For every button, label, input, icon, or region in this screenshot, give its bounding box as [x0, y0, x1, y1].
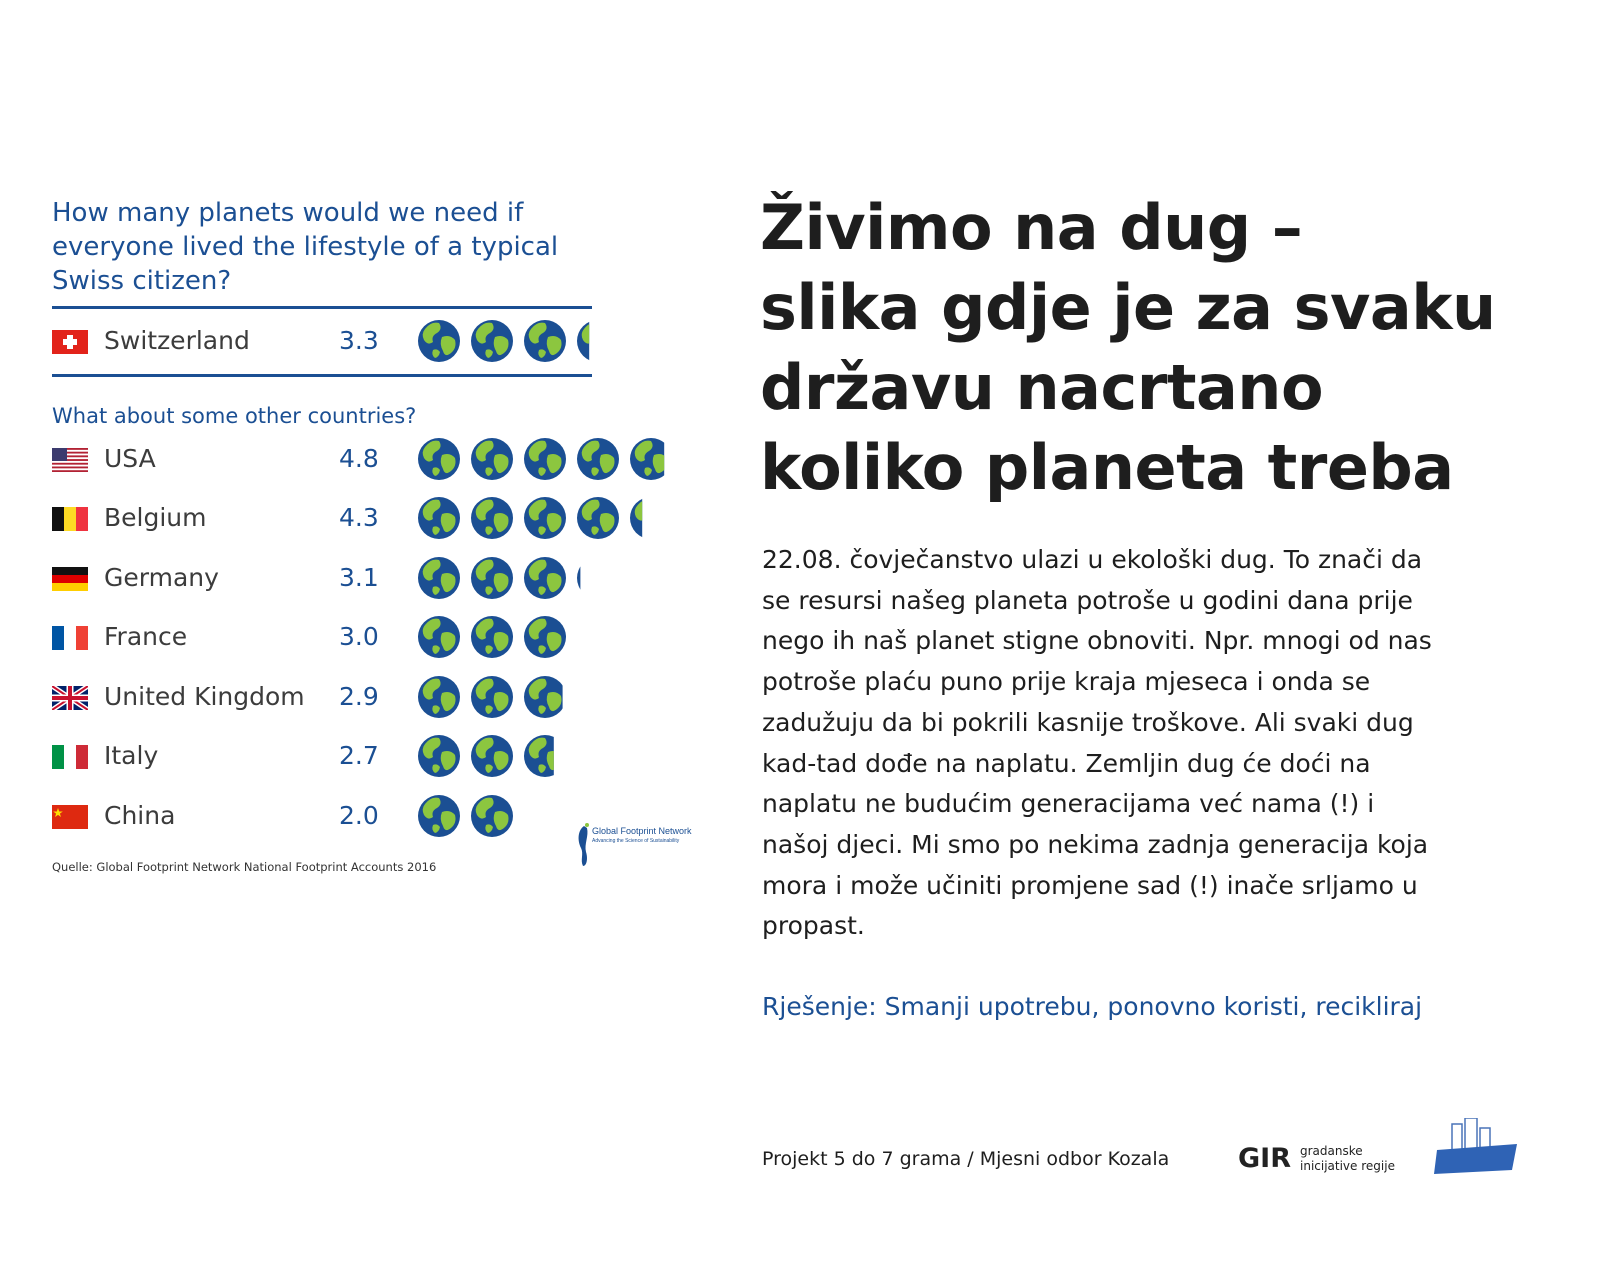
planet-icon — [471, 320, 513, 362]
country-label: Switzerland — [104, 326, 250, 355]
infographic-panel — [0, 0, 700, 1273]
planet-icon — [418, 320, 460, 362]
smart-kvart-logo-graphic — [1432, 1118, 1522, 1188]
headline-line: državu nacrtano — [760, 351, 1324, 424]
belgium-flag-icon — [52, 507, 88, 531]
value-label: 3.3 — [339, 326, 379, 355]
planet-icon — [471, 616, 513, 658]
source-note: Quelle: Global Footprint Network National Footprint Accounts 2016 — [52, 860, 437, 874]
country-label: Italy — [104, 741, 159, 770]
planet-icon — [418, 676, 460, 718]
planet-icon — [577, 557, 619, 599]
uk-flag-icon — [52, 686, 88, 710]
planet-icon — [524, 676, 566, 718]
planet-icon — [418, 438, 460, 480]
country-row — [52, 555, 692, 605]
body-line: mora i može učiniti promjene sad (!) inače srljamo u — [762, 870, 1418, 900]
planet-icon — [577, 320, 619, 362]
usa-flag-icon — [52, 448, 88, 472]
planet-icon — [418, 735, 460, 777]
planet-icon — [577, 438, 619, 480]
divider-top — [52, 306, 592, 309]
global-footprint-network-logo — [575, 822, 705, 872]
headline-line: koliko planeta treba — [760, 431, 1454, 504]
planet-icon — [471, 438, 513, 480]
planet-bar — [417, 614, 717, 660]
planet-icon — [418, 497, 460, 539]
china-flag-icon — [52, 805, 88, 829]
value-label: 2.0 — [339, 801, 379, 830]
body-line: se resursi našeg planeta potroše u godini dana prije — [762, 585, 1413, 615]
value-label: 3.1 — [339, 563, 379, 592]
planet-icon — [471, 557, 513, 599]
gir-line: inicijative regije — [1300, 1159, 1395, 1173]
country-row — [52, 436, 692, 486]
chart-subtitle: What about some other countries? — [52, 404, 417, 428]
country-row — [52, 495, 692, 545]
planet-bar — [417, 733, 717, 779]
planet-icon — [524, 438, 566, 480]
planet-bar — [417, 495, 717, 541]
switzerland-flag-icon — [52, 330, 88, 354]
solution-text: Rješenje: Smanji upotrebu, ponovno koristi, recikliraj — [762, 992, 1423, 1021]
country-label: Belgium — [104, 503, 207, 532]
france-flag-icon — [52, 626, 88, 650]
country-row — [52, 674, 692, 724]
country-label: France — [104, 622, 188, 651]
value-label: 2.9 — [339, 682, 379, 711]
planet-icon — [524, 557, 566, 599]
value-label: 3.0 — [339, 622, 379, 651]
value-label: 4.3 — [339, 503, 379, 532]
country-row — [52, 614, 692, 664]
planet-icon — [418, 557, 460, 599]
gir-line: gradanske — [1300, 1144, 1363, 1158]
gir-logo — [1238, 1143, 1398, 1183]
body-line: propast. — [762, 911, 865, 941]
planet-icon — [577, 497, 619, 539]
planet-bar-switzerland — [417, 318, 717, 364]
logo-subtext: Advancing the Science of Sustainability — [592, 838, 680, 844]
country-row — [52, 733, 692, 783]
italy-flag-icon — [52, 745, 88, 769]
headline — [760, 188, 1540, 508]
divider-bottom — [52, 374, 592, 377]
country-label: USA — [104, 444, 156, 473]
body-line: zadužuju da bi pokrili kasnije troškove. Ali svaki dug — [762, 707, 1414, 737]
country-label: China — [104, 801, 176, 830]
planet-bar — [417, 674, 717, 720]
planet-icon — [471, 735, 513, 777]
highlight-row — [52, 318, 692, 368]
planet-icon — [630, 438, 672, 480]
headline-line: Živimo na dug – — [760, 191, 1303, 264]
value-label: 4.8 — [339, 444, 379, 473]
smart-kvart-logo — [1432, 1118, 1522, 1188]
body-paragraph — [762, 540, 1512, 947]
body-line: 22.08. čovječanstvo ulazi u ekološki dug. To znači da — [762, 545, 1423, 574]
logo-text: Global Footprint Network — [592, 826, 692, 836]
planet-icon — [471, 795, 513, 837]
planet-bar — [417, 555, 717, 601]
project-credit: Projekt 5 do 7 grama / Mjesni odbor Kozala — [762, 1148, 1170, 1170]
planet-icon — [524, 497, 566, 539]
body-line: kad-tad dođe na naplatu. Zemljin dug će doći na — [762, 748, 1371, 778]
footprint-icon — [575, 822, 591, 870]
planet-bar — [417, 436, 717, 482]
planet-icon — [418, 795, 460, 837]
body-line: naplatu ne budućim generacijama već nama (!) i — [762, 789, 1375, 819]
planet-icon — [418, 616, 460, 658]
gir-mark: GIR — [1238, 1143, 1291, 1174]
planet-icon — [524, 616, 566, 658]
planet-icon — [471, 497, 513, 539]
body-line: potroše plaću puno prije kraja mjeseca i onda se — [762, 667, 1371, 697]
country-label: United Kingdom — [104, 682, 305, 711]
planet-icon — [524, 735, 566, 777]
country-label: Germany — [104, 563, 219, 592]
body-line: našoj djeci. Mi smo po nekima zadnja generacija koja — [762, 829, 1429, 859]
chart-title: How many planets would we need if everyone lived the lifestyle of a typical Swiss citizen? — [52, 198, 559, 296]
germany-flag-icon — [52, 567, 88, 591]
planet-icon — [630, 497, 672, 539]
value-label: 2.7 — [339, 741, 379, 770]
body-line: nego ih naš planet stigne obnoviti. Npr. mnogi od nas — [762, 626, 1432, 656]
headline-line: slika gdje je za svaku — [760, 271, 1496, 344]
planet-icon — [471, 676, 513, 718]
planet-icon — [524, 320, 566, 362]
